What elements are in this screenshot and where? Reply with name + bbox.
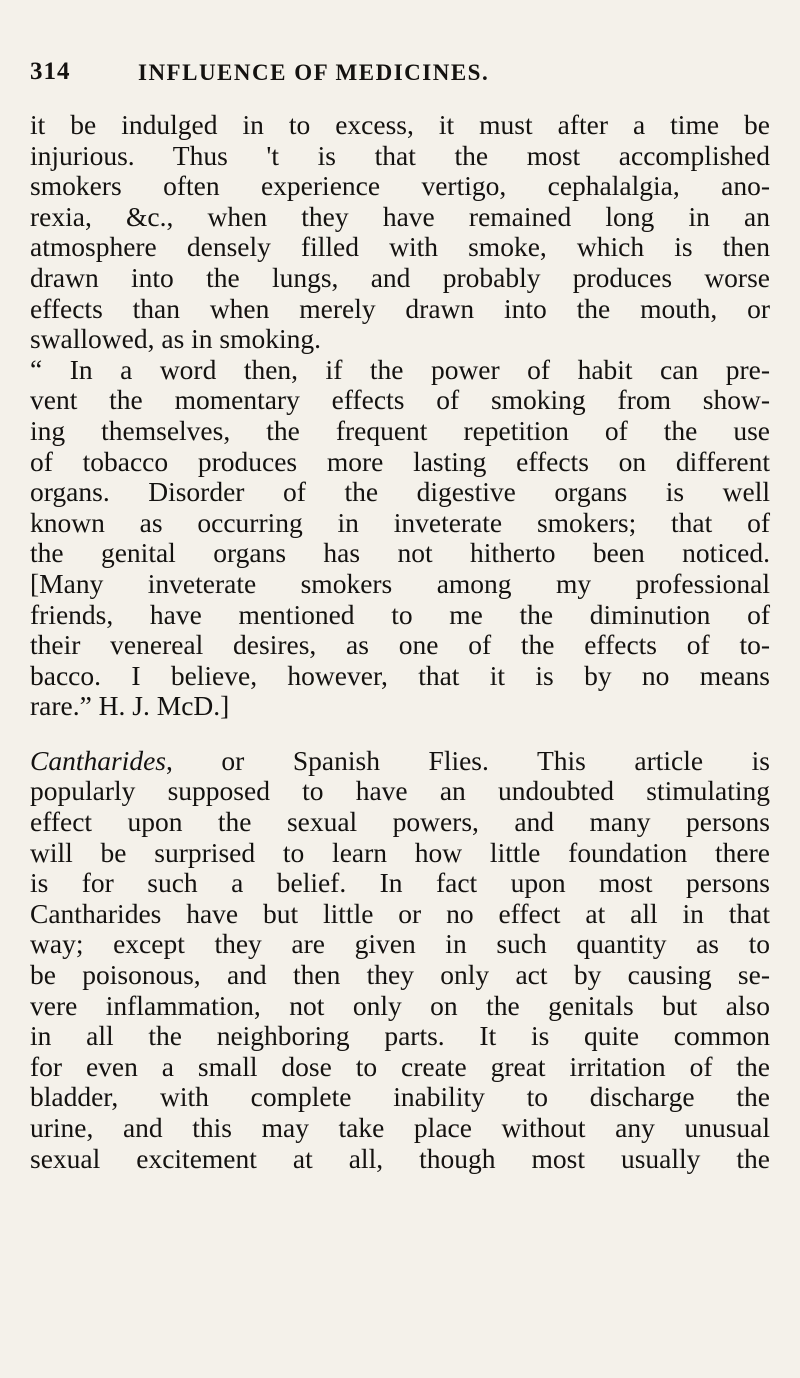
text-line: friends, have mentioned to me the diminution of [30, 598, 770, 630]
italic-term: Cantharides [30, 744, 166, 776]
text-line: rare.” H. J. McD.] [30, 690, 230, 722]
text-line: will be surprised to learn how little foundation there [30, 836, 770, 868]
text-line: urine, and this may take place without any unusual [30, 1112, 770, 1143]
text-line: [Many inveterate smokers among my professional [30, 567, 770, 599]
text-line: for even a small dose to create great irritation of the [30, 1050, 770, 1082]
text-line: swallowed, as in smoking. [30, 323, 322, 355]
text-line: rexia, &c., when they have remained long in an [30, 200, 770, 232]
text-line: effects than when merely drawn into the mouth, or [30, 292, 770, 324]
text-line: the genital organs has not hitherto been noticed. [30, 537, 770, 569]
text-line: effect upon the sexual powers, and many persons [30, 806, 770, 838]
text-run: , or Spanish Flies. This article is [165, 744, 770, 776]
page-number: 314 [30, 58, 71, 85]
text-line: their venereal desires, as one of the effects of to- [30, 629, 770, 661]
paragraph-spacer [30, 722, 770, 746]
text-line: be poisonous, and then they only act by causing se- [30, 959, 770, 991]
text-line: known as occurring in inveterate smokers; that of [30, 506, 770, 538]
text-line: of tobacco produces more lasting effects on different [30, 445, 770, 477]
text-line: drawn into the lungs, and probably produces worse [30, 261, 770, 293]
text-line: way; except they are given in such quantity as to [30, 928, 770, 960]
text-line: bladder, with complete inability to discharge the [30, 1081, 770, 1113]
text-line: vent the momentary effects of smoking from show- [30, 384, 770, 416]
text-line: it be indulged in to excess, it must after a time be [30, 109, 770, 140]
running-head: INFLUENCE OF MEDICINES. [138, 60, 490, 85]
text-line: sexual excitement at all, though most usually the [30, 1142, 770, 1174]
text-line: vere inflammation, not only on the genitals but also [30, 989, 770, 1021]
text-line: organs. Disorder of the digestive organs is well [30, 476, 770, 508]
paragraph [30, 746, 770, 1174]
text-line [30, 746, 770, 777]
text-line: bacco. I believe, however, that it is by no means [30, 659, 770, 691]
text-line: in all the neighboring parts. It is quite common [30, 1020, 770, 1052]
text-line: injurious. Thus 't is that the most accomplished [30, 139, 770, 171]
body-text [30, 110, 770, 1174]
text-line: is for such a belief. In fact upon most persons [30, 867, 770, 899]
paragraph [30, 355, 770, 722]
text-line: atmosphere densely filled with smoke, which is then [30, 231, 770, 263]
text-line: Cantharides have but little or no effect at all in that [30, 897, 770, 929]
text-line: “ In a word then, if the power of habit can pre- [30, 353, 770, 385]
page-header [30, 58, 760, 94]
text-line: ing themselves, the frequent repetition of the use [30, 414, 770, 446]
paragraph [30, 110, 770, 355]
text-line: smokers often experience vertigo, cephalalgia, ano- [30, 170, 770, 202]
text-line: popularly supposed to have an undoubted stimulating [30, 775, 770, 807]
